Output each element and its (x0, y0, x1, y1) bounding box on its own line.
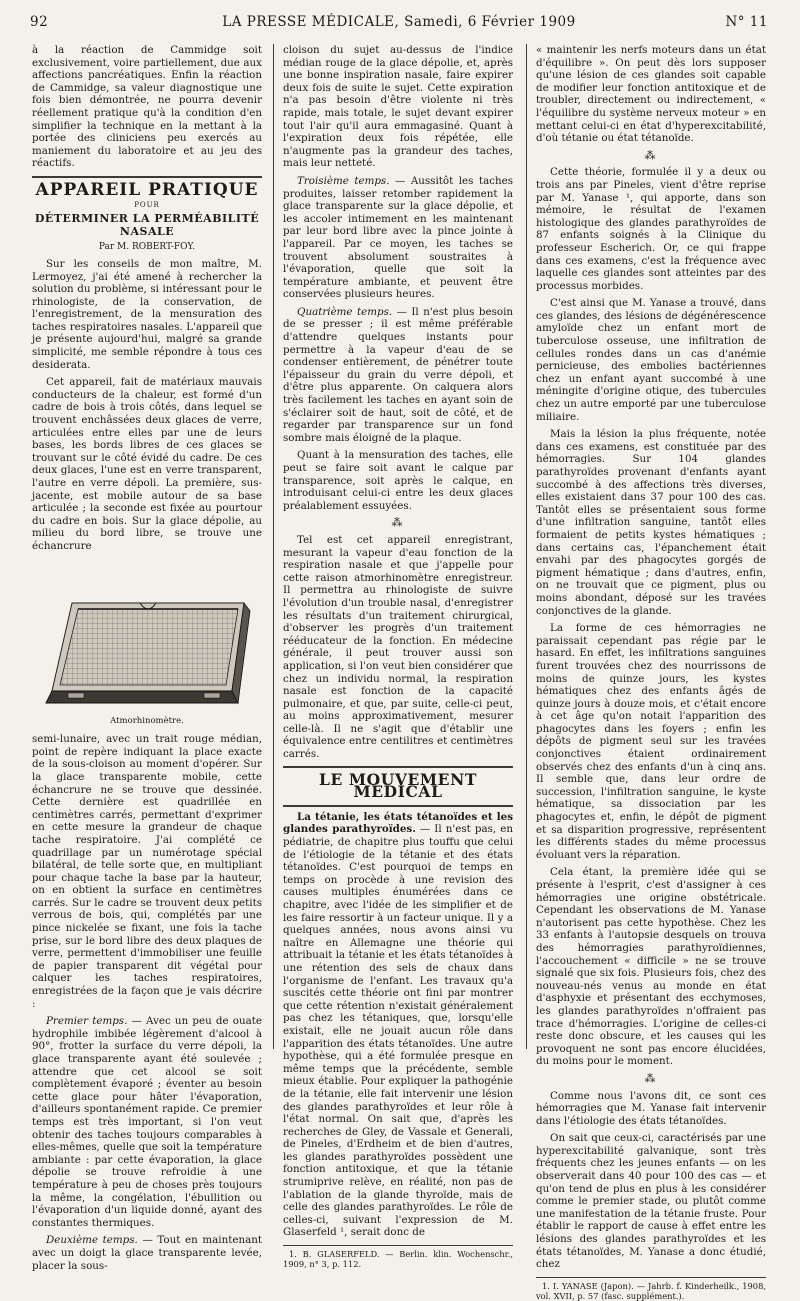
paragraph: C'est ainsi que M. Yanase a trouvé, dans ces glandes, des lésions de dégénérescence amyloïde chez un enfant mort de tuberculose osseuse, une infiltration de cellules rondes dans un cas d'anémie pernicieuse, des embolies bactériennes chez un enfant ayant succombé à une méningite d'origine otique, des tubercules chez un autre emporté par une tuberculose miliaire. (536, 297, 766, 423)
step-text: — Aussitôt les taches produites, laisser retomber rapidement la glace transparente sur la glace dépolie, et les accoler intimement en les maintenant par leur bord libre avec la pince jointe à l'appareil. Par ce moyen, les taches se trouvent absolument soustraites à l'évaporation, quelle que soit la température ambiante, et peuvent être conservées plusieurs heures. (283, 174, 513, 301)
page-header (30, 12, 768, 32)
footnote-text: 1. B. GLASERFELD. — Berlin. klin. Wochenschr., 1909, n° 3, p. 112. (283, 1249, 513, 1270)
paragraph (283, 306, 513, 445)
step-label: Premier temps. (46, 1015, 128, 1028)
section-title: LE MOUVEMENT MÉDICAL (283, 766, 513, 807)
column-1 (32, 44, 262, 1277)
step-label: Quatrième temps. (297, 305, 393, 318)
section-separator: ⁂ (391, 516, 405, 530)
paragraph: Cela étant, la première idée qui se présente à l'esprit, c'est d'assigner à ces hémorragies une origine obstétricale. Cependant les observations de M. Yanase n'autorisent pas cette hypothèse. Chez les 33 enfants à l'autopsie desquels on trouva des hémorragies parathyroïdiennes, l'accouchement « difficile » ne se trouve signalé que six fois. Plusieurs fois, chez des nouveau-nés venus au monde en état d'asphyxie et présentant des ecchymoses, les glandes parathyroïdes n'offraient pas trace d'hémorragies. L'origine de celles-ci reste donc obscure, et les causes qui les provoquent ne sont pas encore élucidées, du moins pour le moment. (536, 866, 766, 1068)
article-title-connector: POUR (134, 200, 160, 209)
column-divider (273, 44, 274, 1049)
atmorhinometer-figure (32, 563, 262, 713)
paragraph: On sait que ceux-ci, caractérisés par une hyperexcitabilité galvanique, sont très fréquents chez les jeunes enfants — on les observerait dans 40 pour 100 des cas — et qu'on tend de plus en plus à les considérer comme le premier stade, ou plutôt comme une manifestation de la tétanie fruste. Pour établir le rapport de cause à effet entre les lésions des glandes parathyroïdes et les états tétanoïdes, M. Yanase a donc étudié, chez (536, 1132, 766, 1271)
paragraph-text: — Il n'est pas, en pédiatrie, de chapitre plus touffu que celui de l'étiologie de la tétanie et des états tétanoïdes. C'est pourquoi de temps en temps on procède à une revision des causes multiples énumérées dans ce chapitre, avec l'idée de les simplifier et de les faire ressortir à un facteur unique. Il y a quelques années, nous avons ainsi vu naître en Allemagne une théorie qui attribuait la tétanie et les états tétanoïdes à une rétention des sels de chaux dans l'organisme de l'enfant. Les travaux qu'a suscités cette théorie ont fini par montrer que cette rétention n'existait généralement pas chez les tétaniques, que, lorsqu'elle existait, elle ne jouait aucun rôle dans l'apparition des états tétanoïdes. Une autre hypothèse, qui a été formulée presque en même temps que la précédente, semble mieux établie. Pour expliquer la pathogénie de la tétanie, elle fait intervenir une lésion des glandes parathyroïdes et leur rôle à l'état normal. On sait que, d'après les recherches de Gley, de Vassale et Generali, de Pineles, d'Erdheim et de bien d'autres, les glandes parathyroïdes possèdent une fonction antitoxique, et que la tétanie strumiprive relève, en réalité, non pas de l'ablation de la glande thyroïde, mais de celle des glandes parathyroïdes. Le rôle de celles-ci, suivant l'expression de M. Glaserfeld ¹, serait donc de (283, 823, 514, 1239)
column-3 (536, 44, 766, 1301)
paragraph (32, 1015, 262, 1229)
paragraph: Comme nous l'avons dit, ce sont ces hémorragies que M. Yanase fait intervenir dans l'étiologie des états tétanoïdes. (536, 1089, 766, 1127)
paragraph: Cet appareil, fait de matériaux mauvais conducteurs de la chaleur, est formé d'un cadre de bois à trois côtés, dans lequel se trouvent enchâssées deux glaces de verre, articulées entre elles par une de leurs bases, les bords libres de ces glaces se trouvant sur le côté évidé du cadre. De ces deux glaces, l'une est en verre transparent, l'autre en verre dépoli. La première, sus-jacente, est mobile autour de sa base articulée ; la seconde est fixée au pourtour du cadre en bois. Sur la glace dépolie, au milieu du bord libre, se trouve une échancrure (32, 376, 262, 552)
step-text: — Il n'est plus besoin de se presser ; il est même préférable d'attendre quelques instants pour permettre à la vapeur d'eau de se condenser entièrement, de pénétrer toute l'épaisseur du grain du verre dépoli, et d'être plus apparente. On calquera alors très facilement les taches en ayant soin de s'éclairer soit de haut, soit de côté, et de regarder par transparence sur un fond sombre mais éloigné de la plaque. (283, 305, 513, 444)
page-number: 92 (30, 14, 49, 30)
paragraph (32, 1234, 262, 1272)
step-label: Troisième temps. (297, 174, 390, 187)
section-separator: ⁂ (644, 148, 658, 162)
divider (32, 176, 262, 178)
paragraph: Quant à la mensuration des taches, elle peut se faire soit avant le calque par transparence, soit après le calque, en introduisant celui-ci entre les deux glaces préalablement essuyées. (283, 449, 513, 512)
footnote (536, 1277, 766, 1301)
paragraph (283, 811, 513, 1239)
paragraph (283, 175, 513, 301)
issue-number: N° 11 (725, 14, 768, 30)
footnote (283, 1245, 513, 1269)
article-subtitle: DÉTERMINER LA PERMÉABILITÉ NASALE (34, 212, 260, 238)
column-divider (526, 44, 527, 1049)
paragraph: Tel est cet appareil enregistrant, mesurant la vapeur d'eau fonction de la respiration nasale et que j'appelle pour cette raison atmorhinomètre enregistreur. Il permettra au rhinologiste de suivre l'évolution d'un trouble nasal, d'enregistrer les résultats d'un traitement chirurgical, d'observer les progrès d'un traitement rééducateur de la fonction. En médecine générale, il peut trouver aussi son application, si l'on veut bien considérer que chez un individu normal, la respiration nasale est fonction de la capacité pulmonaire, et que, par suite, celle-ci peut, au moins approximativement, mesurer celle-là. Il ne s'agit que d'établir une équivalence entre centilitres et centimètres carrés. (283, 533, 513, 761)
atmorhinometer-illustration (32, 563, 262, 713)
step-text: — Tout en maintenant avec un doigt la glace transparente levée, placer la sous- (32, 1234, 262, 1272)
footnote-text: 1. I. YANASE (Japon). — Jahrb. f. Kinderheilk., 1908, vol. XVII, p. 57 (fasc. supplément.). (536, 1280, 766, 1301)
paragraph: « maintenir les nerfs moteurs dans un état d'équilibre ». On peut dès lors supposer qu'une lésion de ces glandes soit capable de modifier leur fonction antitoxique et de troubler, directement ou indirectement, « l'équilibre du système nerveux moteur » en mettant celui-ci en état d'hyperexcitabilité, d'où tétanie ou état tétanoïde. (536, 44, 766, 145)
paragraph: Sur les conseils de mon maître, M. Lermoyez, j'ai été amené à rechercher la solution du problème, si intéressant pour le rhinologiste, de la conservation, de l'enregistrement, de la mensuration des taches respiratoires nasales. L'appareil que je présente aujourd'hui, malgré sa grande simplicité, me semble répondre à tous ces desiderata. (32, 257, 262, 371)
article-title-block (32, 179, 262, 254)
paragraph: La forme de ces hémorragies ne paraissait cependant pas régie par le hasard. En effet, les infiltrations sanguines furent trouvées chez des nourrissons de moins de quinze jours, les kystes hématiques chez des enfants âgés de quinze jours à douze mois, et c'était encore à cet âge qu'on notait l'apparition des phagocytes dans les foyers ; enfin les dépôts de pigment seul sur les travées conjonctives étaient ordinairement observés chez des enfants d'un à cinq ans. Il semble que, dans leur ordre de succession, l'infiltration sanguine, le kyste hématique, sa dissociation par les phagocytes et, enfin, le dépôt de pigment et sa disparition progressive, représentent les différents stades du même processus évoluant vers la réparation. (536, 622, 766, 861)
paragraph: Mais la lésion la plus fréquente, notée dans ces examens, est constituée par des hémorragies. Sur 104 glandes parathyroïdes provenant d'enfants ayant succombé à des affections très diverses, elles existaient dans 37 pour 100 des cas. Tantôt elles se présentaient sous forme d'une infiltration sanguine, tantôt elles formaient de petits kystes hématiques ; dans certains cas, l'épanchement était envahi par des phagocytes gorgés de pigment hématique ; dans d'autres, enfin, on ne trouvait que ce pigment, plus ou moins abondant, déposé sur les travées conjonctives de la glande. (536, 428, 766, 617)
step-label: Deuxième temps. (46, 1234, 138, 1247)
paragraph: cloison du sujet au-dessus de l'indice médian rouge de la glace dépolie, et, après une bonne inspiration nasale, faire expirer deux fois de suite le sujet. Cette expiration n'a pas besoin d'être violente ni très rapide, mais totale, le sujet devant expirer tout l'air qu'il aura emmagasiné. Quant à l'expiration deux fois répétée, elle n'augmente pas la grandeur des taches, mais leur netteté. (283, 44, 513, 170)
article-title: APPAREIL PRATIQUE (35, 179, 259, 200)
figure-caption: Atmorhinomètre. (110, 715, 184, 726)
paragraph: à la réaction de Cammidge soit exclusivement, voire partiellement, due aux affections pancréatiques. Enfin la réaction de Cammidge, sa valeur diagnostique une fois bien démontrée, ne pourra devenir réellement pratique qu'à la condition d'en simplifier la technique en la mettant à la portée des cliniciens peu exercés au maniement du laboratoire et au jeu des réactifs. (32, 44, 262, 170)
subsection-title: La tétanie, les états tétanoïdes et les glandes parathyroïdes. (283, 810, 513, 836)
section-separator: ⁂ (644, 1071, 658, 1085)
paragraph: semi-lunaire, avec un trait rouge médian, point de repère indiquant la place exacte de la sous-cloison au moment d'opérer. Sur la glace transparente mobile, cette échancrure ne se trouve que dessinée. Cette dernière est quadrillée en centimètres carrés, permettant d'exprimer en cette mesure la grandeur de chaque tache respiratoire. J'ai complété ce quadrillage par un numérotage spécial bilatéral, de telle sorte que, en multipliant pour chaque tache la base par la hauteur, on en obtient la surface en centimètres carrés. Sur le cadre se trouvent deux petits verrous de bois, qui, complétés par une pince nickelée se fixant, une fois la tache prise, sur le bord libre des deux plaques de verre, permettent d'immobiliser une feuille de papier transparent dit végétal pour calquer les taches respiratoires, enregistrées de la façon que je vais décrire : (32, 733, 262, 1010)
journal-title: LA PRESSE MÉDICALE, Samedi, 6 Février 1909 (222, 14, 576, 30)
article-author: Par M. ROBERT-FOY. (98, 242, 196, 253)
step-text: — Avec un peu de ouate hydrophile imbibée légèrement d'alcool à 90°, frotter la surface du verre dépoli, la glace transparente ayant été soulevée ; attendre que cet alcool se soit complètement évaporé ; éventer au besoin cette glace pour hâter l'évaporation, d'ailleurs spontanément rapide. Ce premier temps est très important, si l'on veut obtenir des taches toujours comparables à elles-mêmes, quelle que soit la température ambiante : par cette évaporation, la glace dépolie se trouve refroidie à une température à peu de choses près toujours la même, la congélation, l'ébullition ou l'évaporation d'un liquide donné, ayant des constantes thermiques. (32, 1015, 262, 1229)
column-2 (283, 44, 513, 1269)
paragraph: Cette théorie, formulée il y a deux ou trois ans par Pineles, vient d'être reprise par M. Yanase ¹, qui apporte, dans son mémoire, le résultat de l'examen histologique des glandes parathyroïdes de 87 enfants soignés à la Clinique du professeur Escherich. Or, ce qui frappe dans ces examens, c'est la fréquence avec laquelle ces glandes sont atteintes par des processus morbides. (536, 166, 766, 292)
